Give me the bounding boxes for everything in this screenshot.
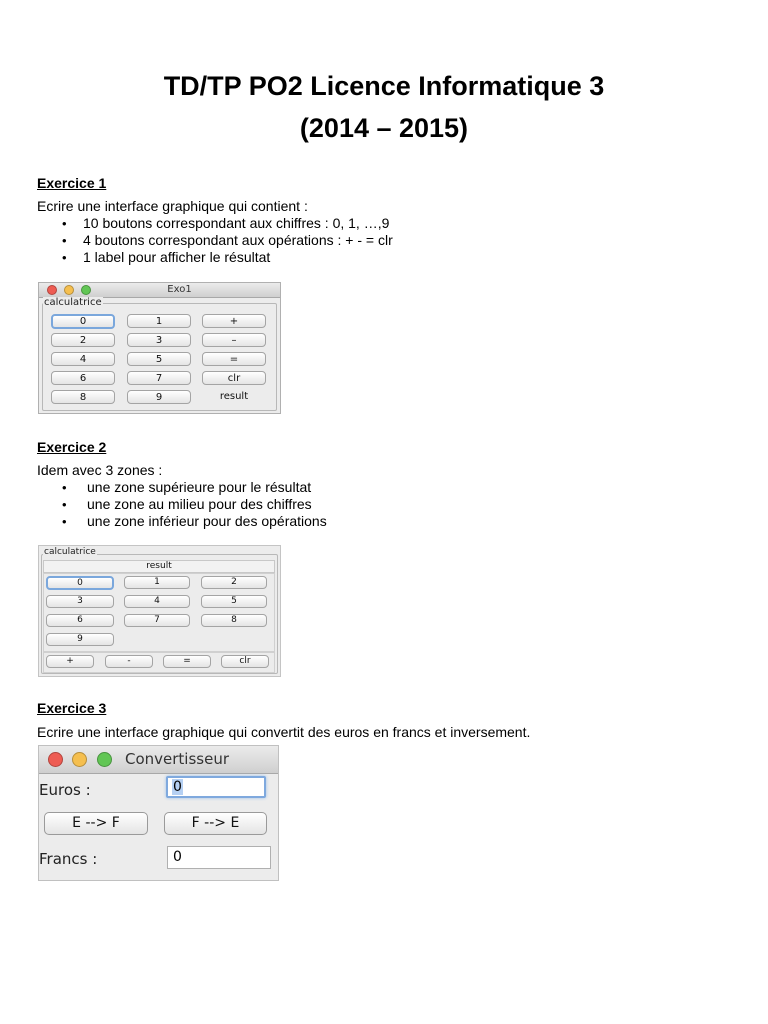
digit-button-6[interactable]: 6 (46, 614, 114, 627)
francs-to-euros-button[interactable]: F --> E (164, 812, 267, 835)
zoom-window-icon[interactable] (97, 752, 112, 767)
digit-button-1[interactable]: 1 (127, 314, 191, 328)
clear-button[interactable]: clr (221, 655, 269, 668)
convertisseur-window-title: Convertisseur (125, 750, 230, 768)
francs-input[interactable] (167, 846, 271, 869)
document-title: TD/TP PO2 Licence Informatique 3 (163, 71, 605, 101)
digit-button-7[interactable]: 7 (127, 371, 191, 385)
plus-button[interactable]: + (46, 655, 94, 668)
exo1-titlebar (39, 283, 280, 298)
digit-button-8[interactable]: 8 (51, 390, 115, 404)
calculatrice-group-label: calculatrice (44, 297, 102, 308)
digit-button-7[interactable]: 7 (124, 614, 190, 627)
digit-button-9[interactable]: 9 (127, 390, 191, 404)
bullet-item: • une zone supérieure pour le résultat (62, 479, 312, 495)
plus-button[interactable]: + (202, 314, 266, 328)
digit-button-3[interactable]: 3 (127, 333, 191, 347)
exercise-2-intro: Idem avec 3 zones : (37, 462, 163, 478)
digit-button-0[interactable]: 0 (51, 314, 115, 329)
digit-button-5[interactable]: 5 (201, 595, 267, 608)
francs-input-value: 0 (173, 849, 182, 865)
digit-button-2[interactable]: 2 (51, 333, 115, 347)
result-zone (43, 560, 275, 573)
exercise-3-heading: Exercice 3 (37, 700, 107, 716)
digit-button-2[interactable]: 2 (201, 576, 267, 589)
euros-to-francs-button[interactable]: E --> F (44, 812, 148, 835)
clear-button[interactable]: clr (202, 371, 266, 385)
minimize-window-icon[interactable] (72, 752, 87, 767)
exo2-window (38, 545, 281, 677)
exercise-3-intro: Ecrire une interface graphique qui convertit des euros en francs et inversement. (37, 724, 531, 740)
bullet-item: • 1 label pour afficher le résultat (62, 249, 271, 265)
close-window-icon[interactable] (48, 752, 63, 767)
francs-label: Francs : (39, 850, 98, 868)
digit-button-4[interactable]: 4 (124, 595, 190, 608)
exercise-2-heading: Exercice 2 (37, 439, 107, 455)
result-label: result (219, 391, 249, 402)
digit-button-8[interactable]: 8 (201, 614, 267, 627)
calculatrice-group-label: calculatrice (44, 547, 96, 557)
exercise-2-bullet-list (62, 479, 327, 530)
exercise-1-heading: Exercice 1 (37, 175, 107, 191)
exo1-window-title: Exo1 (167, 284, 192, 295)
convertisseur-window (38, 745, 279, 881)
digit-button-4[interactable]: 4 (51, 352, 115, 366)
equals-button[interactable]: = (202, 352, 266, 366)
digit-button-0[interactable]: 0 (46, 576, 114, 590)
minus-button[interactable]: – (202, 333, 266, 347)
euros-input[interactable] (166, 776, 266, 798)
bullet-item: • une zone inférieur pour des opérations (62, 513, 327, 529)
result-label: result (146, 561, 172, 571)
digit-button-1[interactable]: 1 (124, 576, 190, 589)
bullet-item: • une zone au milieu pour des chiffres (62, 496, 312, 512)
equals-button[interactable]: = (163, 655, 211, 668)
bullet-item: • 10 boutons correspondant aux chiffres : 0, 1, …,9 (62, 215, 390, 231)
exercise-1-intro: Ecrire une interface graphique qui contient : (37, 198, 308, 214)
euros-input-value: 0 (173, 779, 182, 795)
minus-button[interactable]: - (105, 655, 153, 668)
euros-label: Euros : (39, 781, 91, 799)
digit-button-9[interactable]: 9 (46, 633, 114, 646)
document-subtitle-years: (2014 – 2015) (299, 113, 469, 143)
digit-button-6[interactable]: 6 (51, 371, 115, 385)
exercise-1-bullet-list (62, 215, 393, 266)
digit-button-3[interactable]: 3 (46, 595, 114, 608)
digit-button-5[interactable]: 5 (127, 352, 191, 366)
bullet-item: • 4 boutons correspondant aux opérations : + - = clr (62, 232, 393, 248)
exo1-window (38, 282, 281, 414)
convertisseur-titlebar (39, 746, 278, 774)
